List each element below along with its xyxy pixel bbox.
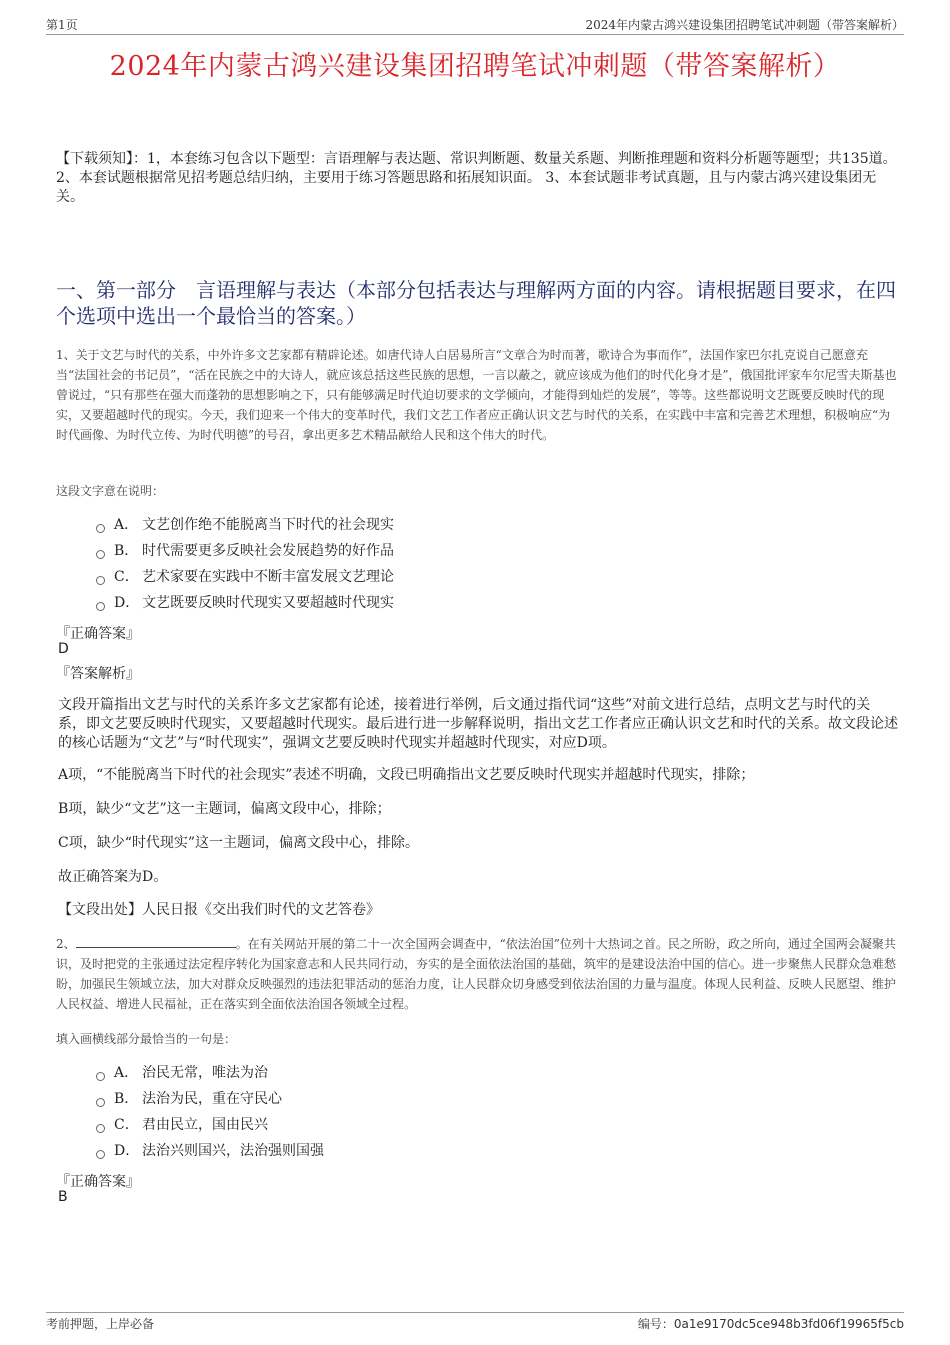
question-2-number: 2、 <box>56 937 76 951</box>
question-2 <box>56 934 898 1014</box>
option-letter: D． <box>114 1143 140 1159</box>
question-2-body: 。在有关网站开展的第二十一次全国两会调查中，“依法治国”位列十大热词之首。民之所盼，政之所向，通过全国两会凝聚共识，及时把党的主张通过法定程序转化为国家意志和人民共同行动，夯实的是全面依法治国的基础，筑牢的是建设法治中国的信心。进一步聚焦人民群众急难愁盼，加强民生领域立法，加大对群众反映强烈的违法犯罪活动的惩治力度，让人民群众切身感受到依法治国的力量与温度。体现人民利益、反映人民愿望、维护人民权益、增进人民福祉，正在落实到全面依法治国各领域全过程。 <box>56 937 897 1011</box>
answer-value: B <box>58 1189 68 1205</box>
question-1-prompt: 这段文字意在说明： <box>56 484 165 498</box>
page-number: 第1页 <box>46 18 78 32</box>
option-d[interactable] <box>96 1138 324 1164</box>
header-title: 2024年内蒙古鸿兴建设集团招聘笔试冲刺题（带答案解析） <box>585 18 904 32</box>
option-letter: B． <box>114 1091 139 1107</box>
radio-icon[interactable] <box>96 1072 105 1081</box>
download-notice: 【下载须知】：1，本套练习包含以下题型：言语理解与表达题、常识判断题、数量关系题、判断推理题和资料分析题等题型；共135道。 2、本套试题根据常见招考题总结归纳，主要用于练习答题思路和拓展知识面。 3、本套试题非考试真题，且与内蒙古鸿兴建设集团无关。 <box>56 151 897 205</box>
option-a[interactable] <box>96 512 394 538</box>
option-letter: C． <box>114 1117 139 1133</box>
analysis-paragraph: 文段开篇指出文艺与时代的关系许多文艺家都有论述，接着进行举例，后文通过指代词“这些”对前文进行总结，点明文艺与时代的关系，即文艺要反映时代现实，又要超越时代现实。最后进行进一步解释说明，指出文艺工作者应正确认识文艺和时代的关系。故文段论述的核心话题为“文艺”与“时代现实”，强调文艺要反映时代现实并超越时代现实，对应D项。 <box>58 697 898 751</box>
radio-icon[interactable] <box>96 576 105 585</box>
analysis-label: 『答案解析』 <box>56 666 140 682</box>
section-heading: 一、第一部分 言语理解与表达（本部分包括表达与理解两方面的内容。请根据题目要求，在四个选项中选出一个最恰当的答案。） <box>56 278 896 328</box>
radio-icon[interactable] <box>96 1150 105 1159</box>
option-text: 治民无常，唯法为治 <box>142 1065 268 1081</box>
radio-icon[interactable] <box>96 1098 105 1107</box>
source-paragraph: 【文段出处】人民日报《交出我们时代的文艺答卷》 <box>58 902 380 918</box>
radio-icon[interactable] <box>96 602 105 611</box>
option-text: 艺术家要在实践中不断丰富发展文艺理论 <box>142 569 394 585</box>
question-1-text: 1、关于文艺与时代的关系，中外许多文艺家都有精辟论述。如唐代诗人白居易所言“文章合为时而著，歌诗合为事而作”，法国作家巴尔扎克说自己愿意充当“法国社会的书记员”，“活在民族之中的大诗人，就应该总括这些民族的思想，一言以蔽之，就应该成为他们的时代化身才是”，俄国批评家车尔尼雪夫斯基也曾说过，“只有那些在强大而蓬勃的思想影响之下，只有能够满足时代迫切要求的文学倾向，才能得到灿烂的发展”，等等。这些都说明文艺既要反映时代的现实，又要超越时代的现实。今天，我们迎来一个伟大的变革时代，我们文艺工作者应正确认识文艺与时代的关系，在实践中丰富和完善艺术理想，积极响应“为时代画像、为时代立传、为时代明德”的号召，拿出更多艺术精品献给人民和这个伟大的时代。 <box>56 348 897 442</box>
question-1 <box>56 345 898 445</box>
option-d[interactable] <box>96 590 394 616</box>
radio-icon[interactable] <box>96 550 105 559</box>
analysis-paragraph: C项，缺少“时代现实”这一主题词，偏离文段中心，排除。 <box>58 835 420 851</box>
question-2-prompt-wrap <box>56 1030 898 1047</box>
question-1-prompt-wrap <box>56 482 898 499</box>
footer-divider <box>46 1312 904 1313</box>
analysis-paragraph: A项，“不能脱离当下时代的社会现实”表述不明确，文段已明确指出文艺要反映时代现实并超越时代现实，排除； <box>58 767 755 783</box>
option-c[interactable] <box>96 1112 324 1138</box>
option-text: 法治兴则国兴，法治强则国强 <box>142 1143 324 1159</box>
option-c[interactable] <box>96 564 394 590</box>
question-1-options <box>96 512 394 616</box>
answer-value: D <box>58 641 69 657</box>
option-b[interactable] <box>96 538 394 564</box>
option-letter: C． <box>114 569 139 585</box>
analysis-paragraph: B项，缺少“文艺”这一主题词，偏离文段中心，排除； <box>58 801 391 817</box>
radio-icon[interactable] <box>96 1124 105 1133</box>
document-title: 2024年内蒙古鸿兴建设集团招聘笔试冲刺题（带答案解析） <box>109 51 841 82</box>
footer-slogan: 考前押题，上岸必备 <box>46 1317 155 1331</box>
page-header <box>46 14 904 35</box>
question-2-options <box>96 1060 324 1164</box>
question-2-text <box>56 934 898 1014</box>
option-letter: A． <box>114 1065 139 1081</box>
answer-label: 『正确答案』 <box>56 1174 140 1190</box>
option-text: 时代需要更多反映社会发展趋势的好作品 <box>142 543 394 559</box>
option-text: 文艺创作绝不能脱离当下时代的社会现实 <box>142 517 394 533</box>
question-2-prompt: 填入画横线部分最恰当的一句是： <box>56 1032 237 1046</box>
answer-label: 『正确答案』 <box>56 626 140 642</box>
fill-blank <box>76 935 236 948</box>
option-text: 法治为民，重在守民心 <box>142 1091 282 1107</box>
option-letter: D． <box>114 595 140 611</box>
option-text: 君由民立，国由民兴 <box>142 1117 268 1133</box>
radio-icon[interactable] <box>96 524 105 533</box>
option-letter: A． <box>114 517 139 533</box>
option-text: 文艺既要反映时代现实又要超越时代现实 <box>142 595 394 611</box>
option-letter: B． <box>114 543 139 559</box>
option-a[interactable] <box>96 1060 324 1086</box>
option-b[interactable] <box>96 1086 324 1112</box>
analysis-paragraph: 故正确答案为D。 <box>58 869 168 885</box>
footer-code <box>638 1315 904 1332</box>
footer-code-label: 编号： <box>637 1317 674 1331</box>
footer-code-value: 0a1e9170dc5ce948b3fd06f19965f5cb <box>673 1317 904 1331</box>
